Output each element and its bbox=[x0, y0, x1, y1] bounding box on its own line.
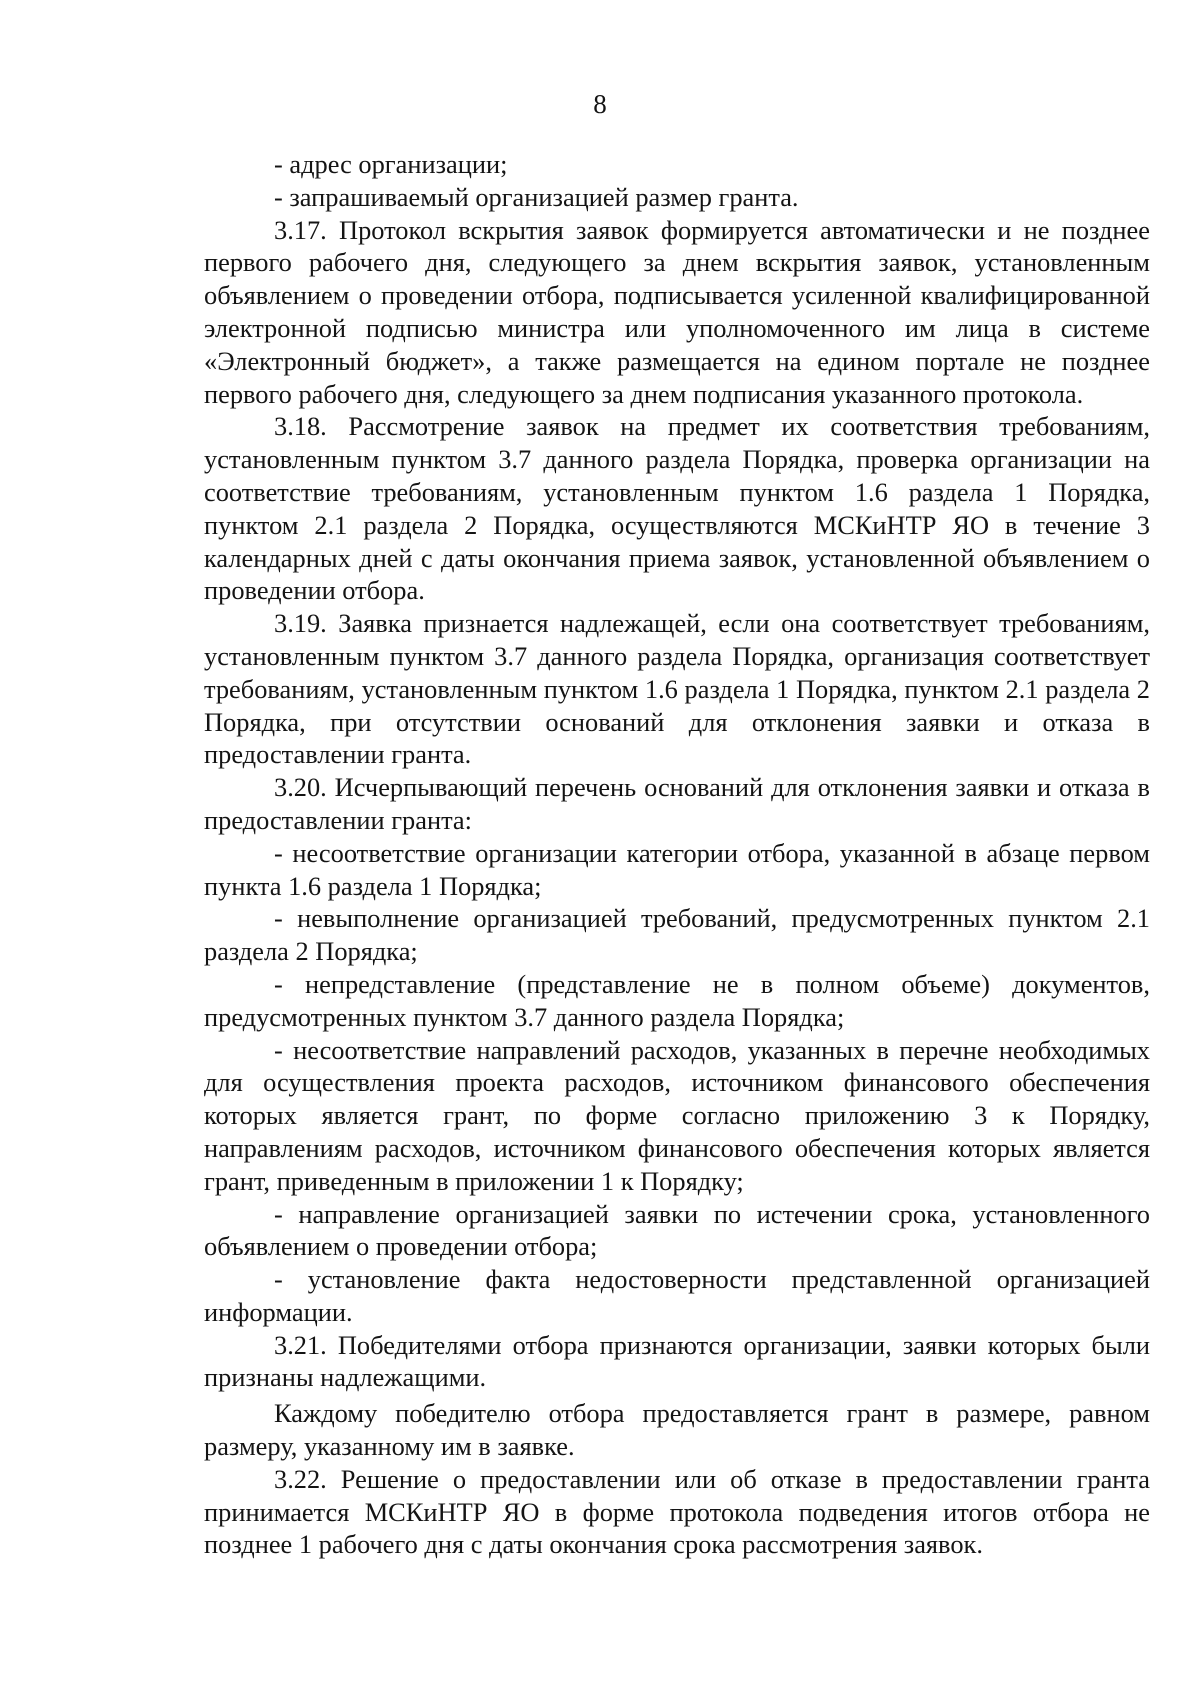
list-item-documents-missing: - непредставление (представление не в полном объеме) документов, предусмотренных пунктом 3.7 данного раздела Порядка; bbox=[204, 968, 1150, 1032]
page-number: 8 bbox=[593, 89, 607, 119]
list-item-expense-mismatch: - несоответствие направлений расходов, указанных в перечне необходимых для осуществления проекта расходов, источником финансового обеспечения которых является грант, по форме согласно приложению 3 к Порядку, направлениям расходов, источником финансового обеспечения которых является грант, приведенным в приложении 1 к Порядку; bbox=[204, 1034, 1150, 1196]
list-item-late-submission: - направление организацией заявки по истечении срока, установленного объявлением о проведении отбора; bbox=[204, 1198, 1150, 1262]
list-item-false-information: - установление факта недостоверности представленной организацией информации. bbox=[204, 1264, 1150, 1327]
paragraph-3-18: 3.18. Рассмотрение заявок на предмет их соответствия требованиям, установленным пунктом 3.7 данного раздела Порядка, проверка организации на соответствие требованиям, установленным пунктом 1.6 раздела 1 Порядка, пунктом 2.1 раздела 2 Порядка, осуществляются МСКиНТР ЯО в течение 3 календарных дней с даты окончания приема заявок, установленной объявлением о проведении отбора. bbox=[204, 411, 1150, 606]
document-body bbox=[204, 148, 1150, 1561]
paragraph-3-22: 3.22. Решение о предоставлении или об отказе в предоставлении гранта принимается МСКиНТР ЯО в форме протокола подведения итогов отбора не позднее 1 рабочего дня с даты окончания срока рассмотрения заявок. bbox=[204, 1463, 1150, 1560]
list-item-category-mismatch: - несоответствие организации категории отбора, указанной в абзаце первом пункта 1.6 раздела 1 Порядка; bbox=[204, 837, 1150, 901]
paragraph-winner-grant: Каждому победителю отбора предоставляется грант в размере, равном размеру, указанному им в заявке. bbox=[204, 1398, 1150, 1462]
paragraph-3-20: 3.20. Исчерпывающий перечень оснований для отклонения заявки и отказа в предоставлении гранта: bbox=[204, 772, 1150, 835]
paragraph-address: - адрес организации; bbox=[274, 149, 508, 179]
paragraph-grant-size: - запрашиваемый организацией размер гранта. bbox=[274, 181, 799, 212]
paragraph-3-21: 3.21. Победителями отбора признаются организации, заявки которых были признаны надлежащими. bbox=[204, 1329, 1150, 1393]
list-item-requirements-not-met: - невыполнение организацией требований, предусмотренных пунктом 2.1 раздела 2 Порядка; bbox=[204, 903, 1150, 967]
paragraph-3-17: 3.17. Протокол вскрытия заявок формируется автоматически и не позднее первого рабочего дня, следующего за днем вскрытия заявок, установленным объявлением о проведении отбора, подписывается усиленной квалифицированной электронной подписью министра или уполномоченного им лица в системе «Электронный бюджет», а также размещается на едином портале не позднее первого рабочего дня, следующего за днем подписания указанного протокола. bbox=[204, 214, 1150, 409]
paragraph-3-19: 3.19. Заявка признается надлежащей, если она соответствует требованиям, установленным пунктом 3.7 данного раздела Порядка, организация соответствует требованиям, установленным пунктом 1.6 раздела 1 Порядка, пунктом 2.1 раздела 2 Порядка, при отсутствии оснований для отклонения заявки и отказа в предоставлении гранта. bbox=[204, 608, 1150, 770]
